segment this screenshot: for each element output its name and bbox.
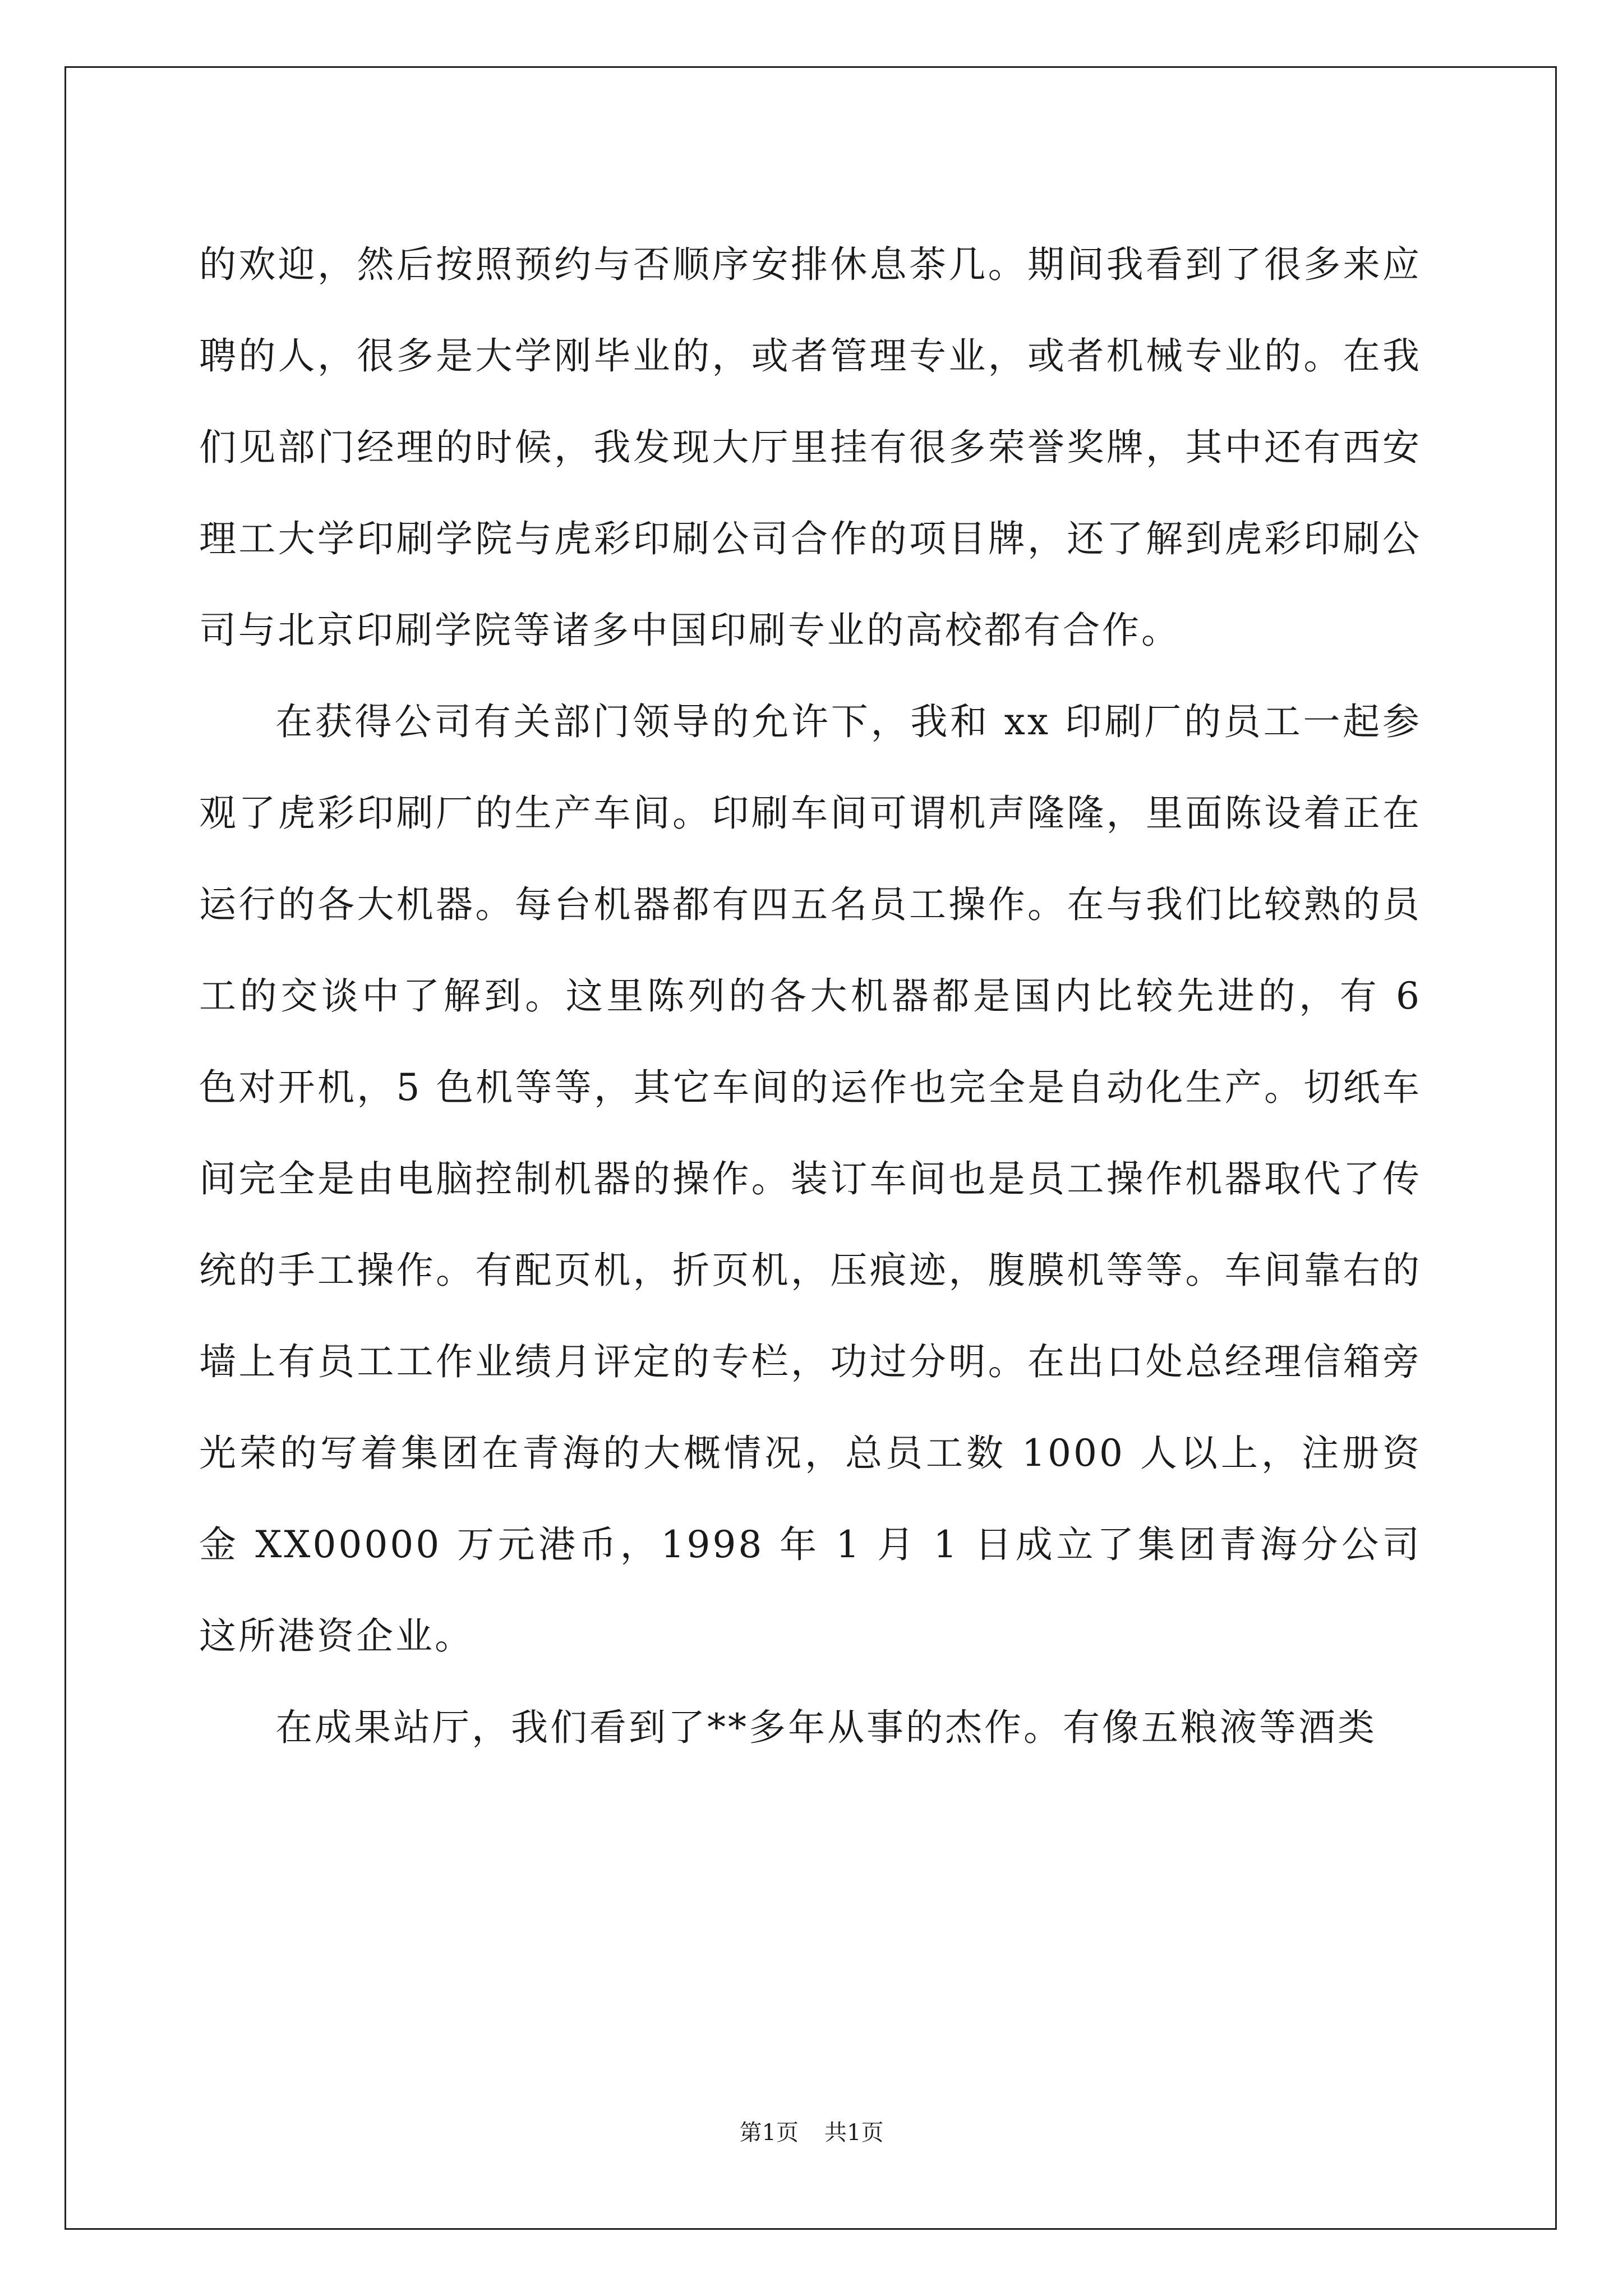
page-number: 第1页: [739, 2120, 799, 2146]
page-total: 共1页: [824, 2120, 884, 2146]
paragraph-3: 在成果站厅，我们看到了**多年从事的杰作。有像五粮液等酒类: [275, 1706, 1377, 1749]
paragraph-1: 的欢迎，然后按照预约与否顺序安排休息茶几。期间我看到了很多来应聘的人，很多是大学刚毕业的，或者管理专业，或者机械专业的。在我们见部门经理的时候，我发现大厅里挂有很多荣誉奖牌，其中还有西安理工大学印刷学院与虎彩印刷公司合作的项目牌，还了解到虎彩印刷公司与北京印刷学院等诸多中国印刷专业的高校都有合作。: [199, 243, 1422, 652]
paragraph-2: 在获得公司有关部门领导的允许下，我和 xx 印刷厂的员工一起参观了虎彩印刷厂的生产车间。印刷车间可谓机声隆隆，里面陈设着正在运行的各大机器。每台机器都有四五名员工操作。在与我们比较熟的员工的交谈中了解到。这里陈列的各大机器都是国内比较先进的，有 6 色对开机，5 色机等等，其它车间的运作也完全是自动化生产。切纸车间完全是由电脑控制机器的操作。装订车间也是员工操作机器取代了传统的手工操作。有配页机，折页机，压痕迹，腹膜机等等。车间靠右的墙上有员工工作业绩月评定的专栏，功过分明。在出口处总经理信箱旁光荣的写着集团在青海的大概情况，总员工数 1000 人以上，注册资金 XX00000 万元港币，1998 年 1 月 1 日成立了集团青海分公司这所港资企业。: [199, 700, 1422, 1658]
document-body: [199, 219, 1422, 1773]
page-footer: [0, 2115, 1623, 2147]
